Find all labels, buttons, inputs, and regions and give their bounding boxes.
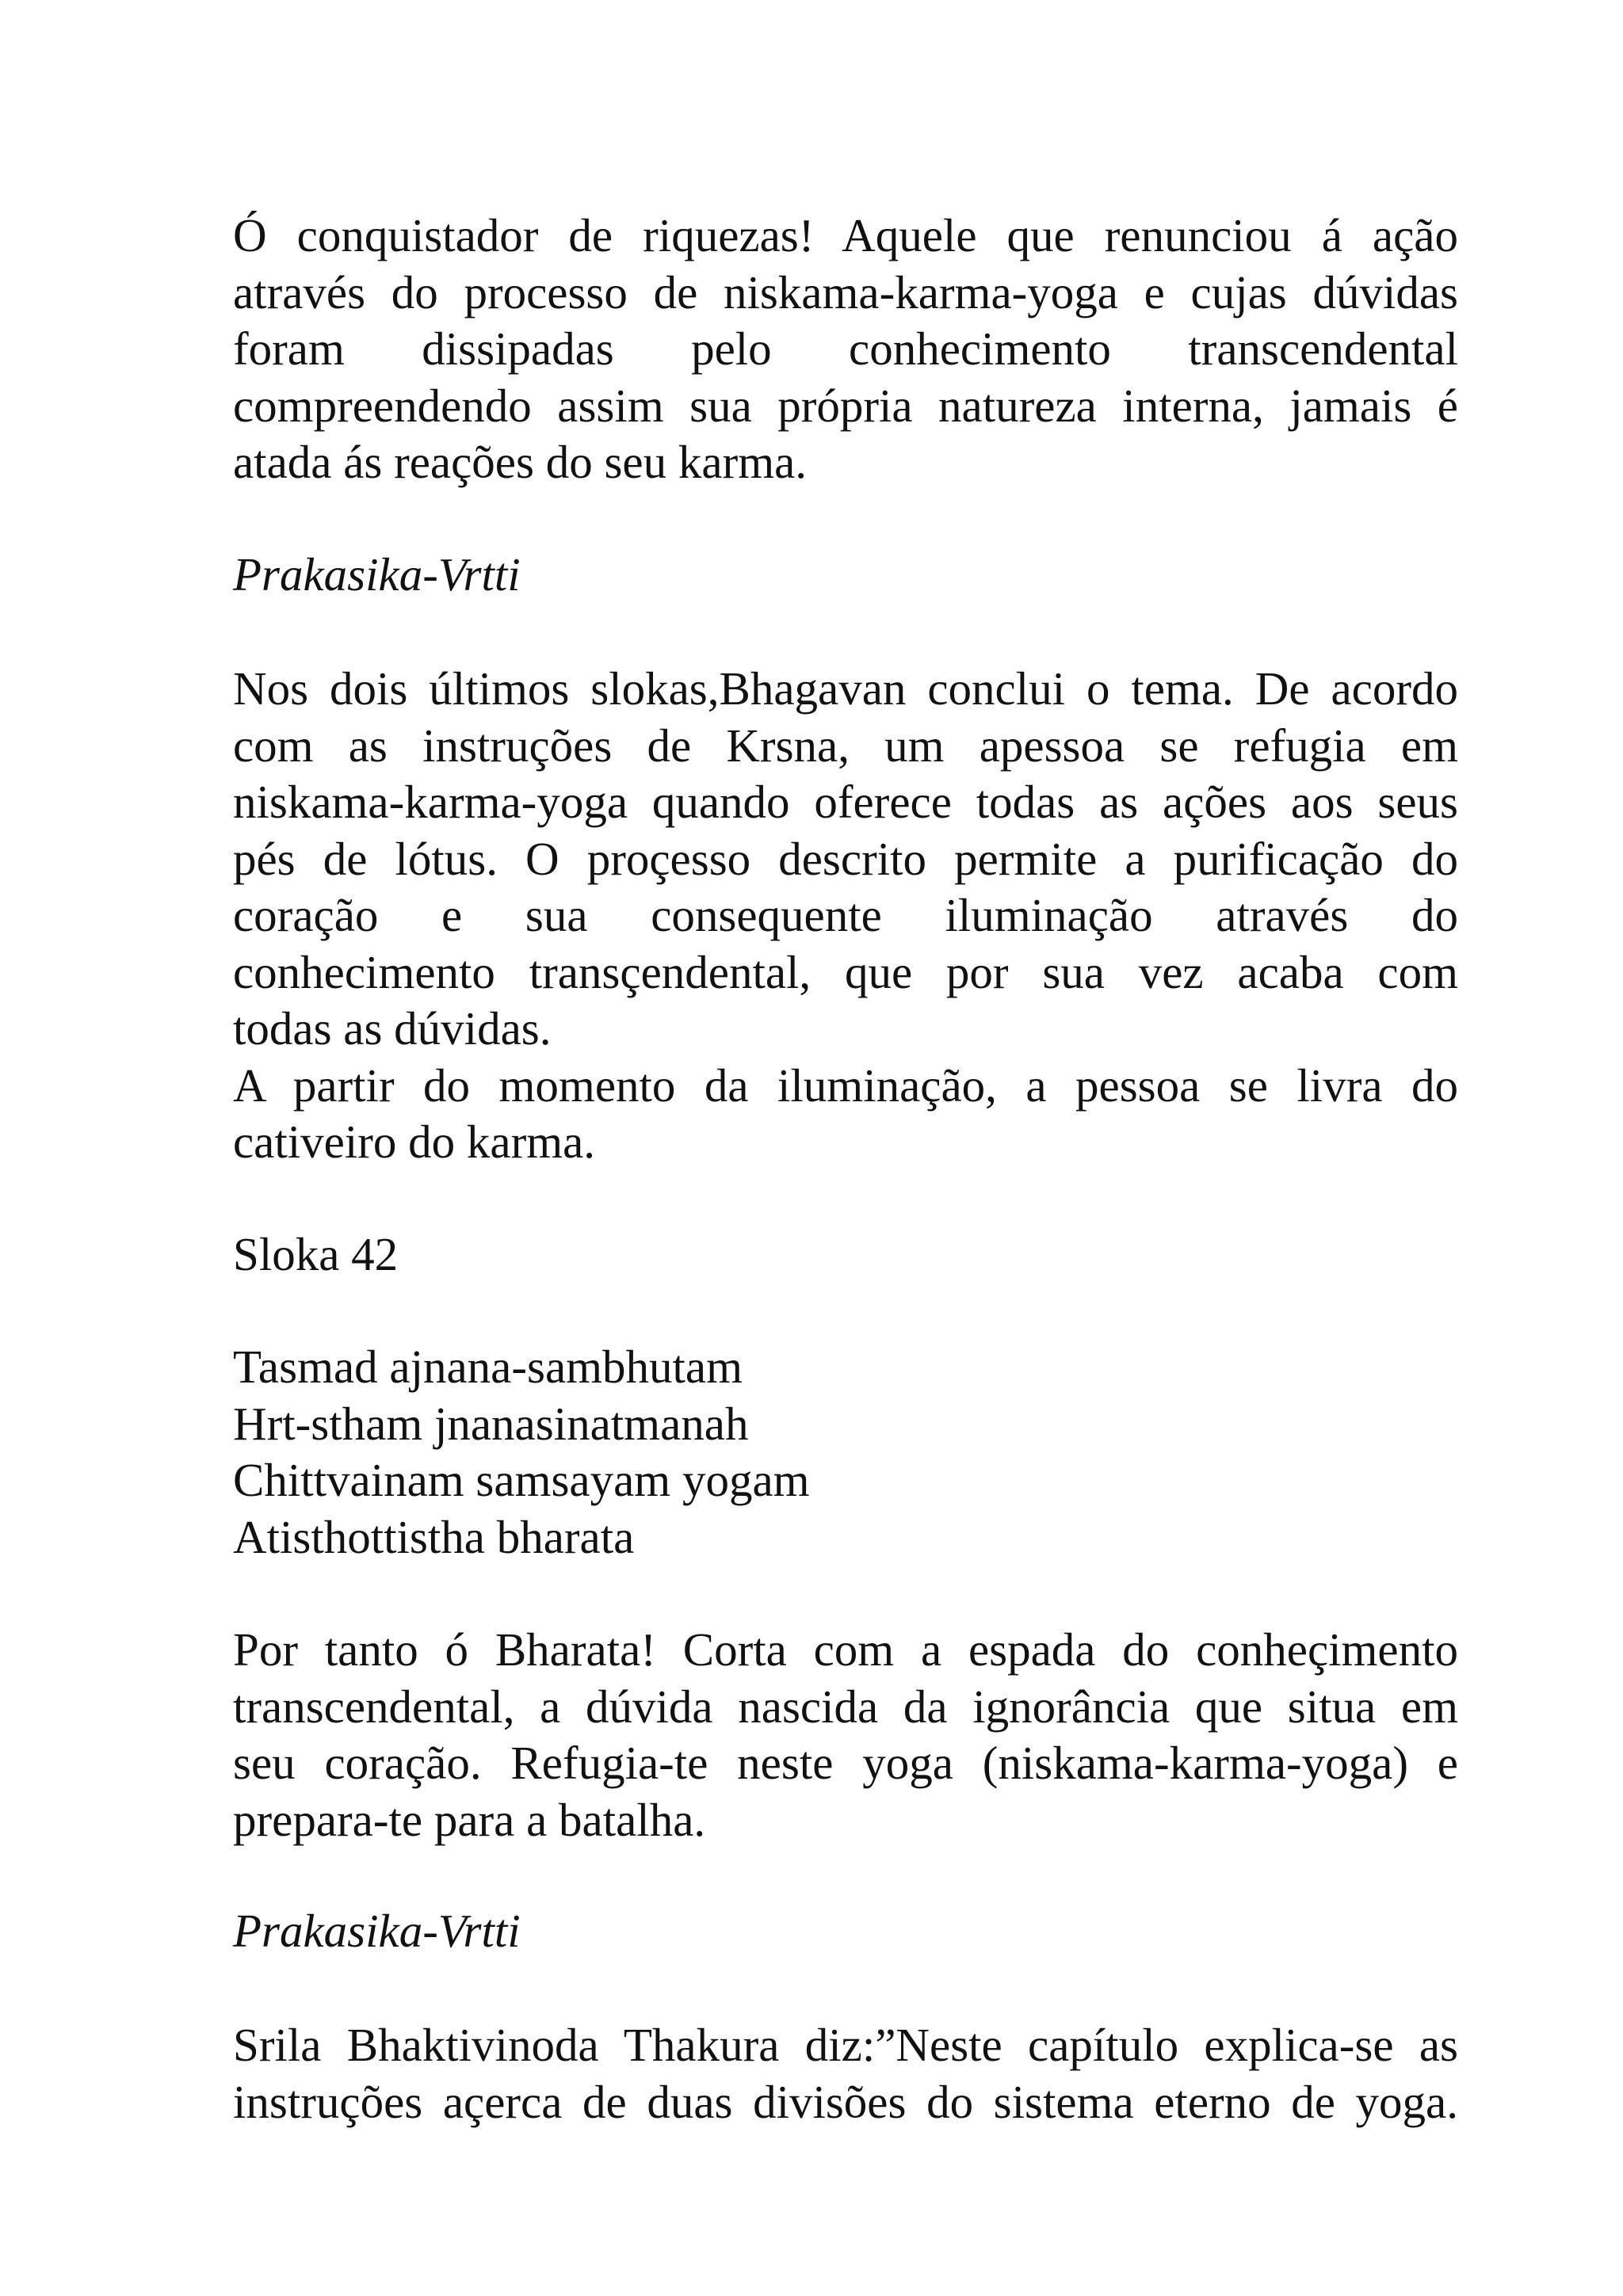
text-line: Por tanto ó Bharata! Corta com a espada do conheçimento (233, 1623, 1458, 1676)
text-line: A partir do momento da iluminação, a pessoa se livra do (233, 1058, 1458, 1112)
text-line: com as instruções de Krsna, um apessoa se refugia em (233, 719, 1458, 772)
text-line: prepara-te para a batalha. (233, 1793, 706, 1846)
text-line: instruções açerca de duas divisões do sistema eterno de yoga. (233, 2075, 1458, 2128)
verse-line: Tasmad ajnana-sambhutam (233, 1341, 743, 1393)
paragraph-commentary (233, 661, 1458, 1171)
verse-line: Hrt-stham jnanasinatmanah (233, 1397, 749, 1450)
text-line: Srila Bhaktivinoda Thakura diz:”Neste capítulo explica-se as (233, 2019, 1458, 2071)
text-line: compreendendo assim sua própria natureza interna, jamais é (233, 379, 1458, 432)
text-line: coração e sua consequente iluminação através do (233, 889, 1458, 941)
text-line: Nos dois últimos slokas,Bhagavan conclui o tema. De acordo (233, 662, 1458, 715)
paragraph-commentary-2 (233, 2017, 1458, 2130)
sanskrit-verse (233, 1339, 1458, 1566)
paragraph-verse-translation (233, 208, 1458, 491)
text-line: foram dissipadas pelo conhecimento transcendental (233, 322, 1458, 375)
sloka-title: Sloka 42 (233, 1228, 399, 1280)
section-heading-prakasika-vrtti: Prakasika-Vrtti (233, 548, 521, 601)
text-line: através do processo de niskama-karma-yoga e cujas dúvidas (233, 265, 1458, 318)
text-line: cativeiro do karma. (233, 1116, 596, 1168)
text-line: pés de lótus. O proçesso descrito permite a purificação do (233, 832, 1458, 885)
text-line: seu coração. Refugia-te neste yoga (niskama-karma-yoga) e (233, 1737, 1458, 1789)
text-line: todas as dúvidas. (233, 1002, 552, 1055)
text-line: atada ás reações do seu karma. (233, 436, 808, 488)
text-line: Ó conquistador de riquezas! Aquele que renunciou á ação (233, 209, 1458, 261)
verse-line: Atisthottistha bharata (233, 1510, 635, 1563)
section-heading-prakasika-vrtti-2: Prakasika-Vrtti (233, 1905, 521, 1957)
paragraph-verse-translation-42 (233, 1622, 1458, 1848)
text-line: conhecimento transçendental, que por sua vez acaba com (233, 945, 1458, 998)
text-line: niskama-karma-yoga quando oferece todas as ações aos seus (233, 776, 1458, 828)
verse-line: Chittvainam samsayam yogam (233, 1454, 810, 1506)
text-line: transcendental, a dúvida nascida da ignorância que situa em (233, 1680, 1458, 1733)
